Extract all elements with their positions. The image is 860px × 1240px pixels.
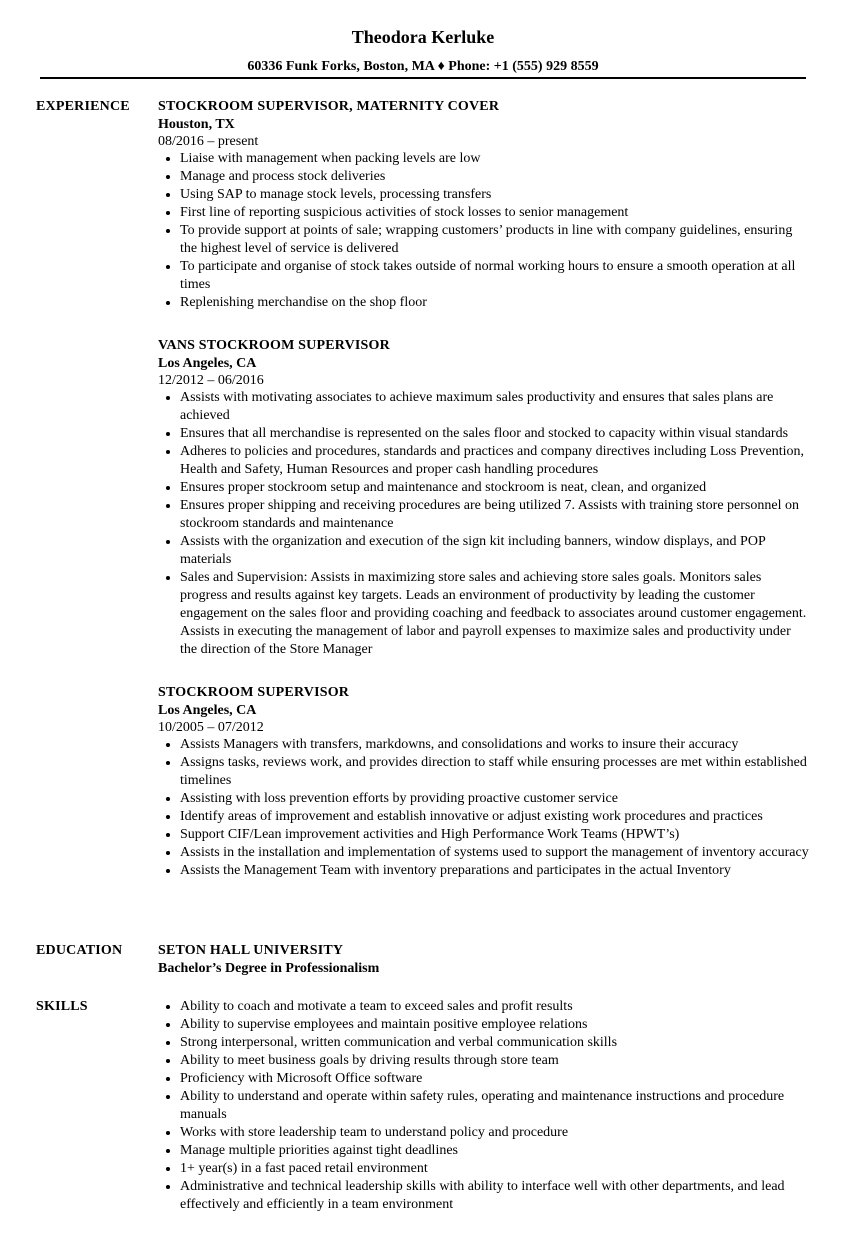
list-item: • Replenishing merchandise on the shop floor [180,294,810,312]
list-item: • Ability to understand and operate within safety rules, operating and maintenance instructions and procedure manuals [180,1088,810,1124]
list-item: • Assists Managers with transfers, markdowns, and consolidations and works to insure their accuracy [180,736,810,754]
education-body [158,942,810,978]
skills-list [158,998,810,1214]
education-heading: EDUCATION [36,943,123,958]
job-entry [158,684,810,880]
list-item: • Assists the Management Team with inventory preparations and participates in the actual Inventory [180,862,810,880]
job-dates: 10/2005 – 07/2012 [158,720,264,735]
list-item: • Using SAP to manage stock levels, processing transfers [180,186,810,204]
list-item: • Assigns tasks, reviews work, and provides direction to staff while ensuring processes are met within established timelines [180,754,810,790]
job-location: Houston, TX [158,117,235,132]
list-item: • Administrative and technical leadership skills with ability to interface well with other departments, and lead effectively and efficiently in a team environment [180,1178,810,1214]
list-item: • First line of reporting suspicious activities of stock losses to senior management [180,204,810,222]
list-item: • Assists with the organization and execution of the sign kit including banners, window displays, and POP materials [180,533,810,569]
list-item: • Sales and Supervision: Assists in maximizing store sales and achieving store sales goals. Monitors sales progress and results against key targets. Leads an environment of productivity by leading the customer engagement on the sales floor and providing coaching and feedback to associates around customer engagement. Assists in executing the management of labor and payroll expenses to maximize sales and productivity under the direction of the Store Manager [180,569,810,659]
list-item: • Manage multiple priorities against tight deadlines [180,1142,810,1160]
skills-heading: SKILLS [36,999,88,1014]
job-entry [158,337,810,659]
list-item: • Works with store leadership team to understand policy and procedure [180,1124,810,1142]
job-location: Los Angeles, CA [158,356,257,371]
job-title: STOCKROOM SUPERVISOR [158,685,350,700]
candidate-name: Theodora Kerluke [351,27,495,47]
list-item: • 1+ year(s) in a fast paced retail environment [180,1160,810,1178]
list-item: • Ability to meet business goals by driving results through store team [180,1052,810,1070]
job-bullets [158,389,810,659]
list-item: • Assists in the installation and implementation of systems used to support the management of inventory accuracy [180,844,810,862]
skills-body [158,998,810,1214]
school-name: SETON HALL UNIVERSITY [158,943,344,958]
header-divider [40,77,806,79]
degree: Bachelor’s Degree in Professionalism [158,961,380,976]
list-item: • Identify areas of improvement and establish innovative or adjust existing work procedures and practices [180,808,810,826]
job-dates: 08/2016 – present [158,134,259,149]
list-item: • Ensures proper stockroom setup and maintenance and stockroom is neat, clean, and organized [180,479,810,497]
job-title: VANS STOCKROOM SUPERVISOR [158,338,390,353]
list-item: • Ability to supervise employees and maintain positive employee relations [180,1016,810,1034]
job-bullets [158,736,810,880]
list-item: • Assisting with loss prevention efforts by providing proactive customer service [180,790,810,808]
list-item: • Assists with motivating associates to achieve maximum sales productivity and ensures that sales plans are achieved [180,389,810,425]
experience-body [158,98,810,880]
list-item: • Manage and process stock deliveries [180,168,810,186]
list-item: • To provide support at points of sale; wrapping customers’ products in line with company guidelines, ensuring the highest level of service is delivered [180,222,810,258]
list-item: • Proficiency with Microsoft Office software [180,1070,810,1088]
list-item: • Strong interpersonal, written communication and verbal communication skills [180,1034,810,1052]
list-item: • Ensures that all merchandise is represented on the sales floor and stocked to capacity within visual standards [180,425,810,443]
job-dates: 12/2012 – 06/2016 [158,373,264,388]
list-item: • To participate and organise of stock takes outside of normal working hours to ensure a smooth operation at all times [180,258,810,294]
contact-line: 60336 Funk Forks, Boston, MA ♦ Phone: +1 (555) 929 8559 [247,59,599,74]
list-item: • Liaise with management when packing levels are low [180,150,810,168]
job-entry [158,98,810,312]
list-item: • Ensures proper shipping and receiving procedures are being utilized 7. Assists with training store personnel on stockroom standards and maintenance [180,497,810,533]
job-bullets [158,150,810,312]
job-title: STOCKROOM SUPERVISOR, MATERNITY COVER [158,99,500,114]
experience-heading: EXPERIENCE [36,99,130,114]
list-item: • Support CIF/Lean improvement activities and High Performance Work Teams (HPWT’s) [180,826,810,844]
list-item: • Adheres to policies and procedures, standards and practices and company directives including Loss Prevention, Health and Safety, Human Resources and proper cash handling procedures [180,443,810,479]
job-location: Los Angeles, CA [158,703,257,718]
list-item: • Ability to coach and motivate a team to exceed sales and profit results [180,998,810,1016]
